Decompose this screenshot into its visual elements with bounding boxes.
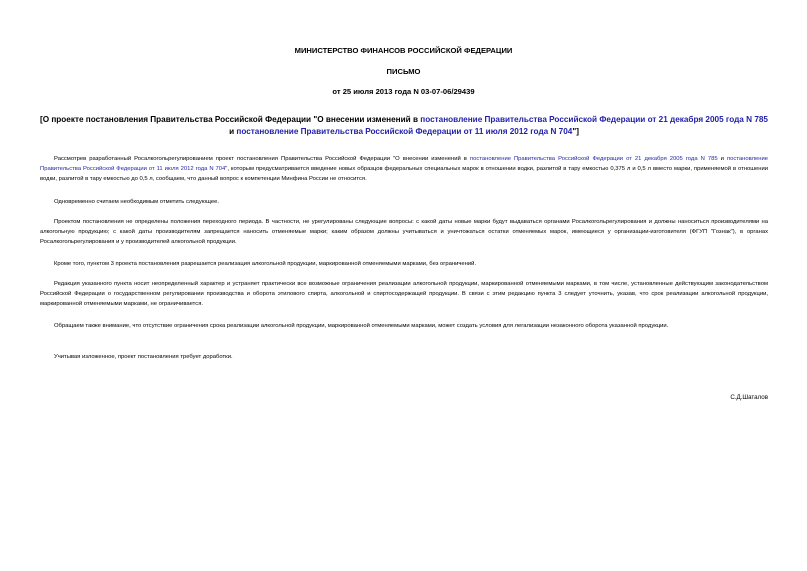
body-paragraph: Проектом постановления не определены положения переходного периода. В частности, не урегулированы следующие вопросы: с какой даты новые марки будут выдаваться органами Росалкогольрегулирования и должны наноситься производителями на алкогольную продукцию; с какой даты производителям запрещается наносить отменяемые марки; каким образом должны учитываться и уничтожаться остатки отменяемых марок, имеющиеся у организации-изготовителя (ФГУП "Гознак"), в органах Росалкогольрегулирования и у производителей алкогольной продукции. xyxy=(40,219,768,246)
body-paragraph: Обращаем также внимание, что отсутствие ограничения срока реализации алкогольной продукции, маркированной отменяемыми марками, может создать условия для легализации незаконного оборота указанной продукции. xyxy=(54,323,669,329)
paragraph-text: ", которым предусматривается введение новых образцов федеральных специальных марок в отношении водки, разлитой в тару емкостью 0,375 л и 0,5 л вместо марки, применяемой в отношении водки, разлитой в тару емкостью до 0,5 л, сообщаем, что данный вопрос к компетенции Минфина России не относится. xyxy=(40,166,768,183)
paragraph-link-decree-704[interactable]: постановление Правительства Российской Федерации от 11 июля 2012 года N 704 xyxy=(40,156,769,173)
body-paragraph: Редакция указанного пункта носит неопределенный характер и устраняет практически все возможные ограничения реализации алкогольной продукции, маркированной отменяемыми марками, в том числе, установленные действующим законодательством Российской Федерации о государственном регулировании производства и оборота этилового спирта, алкогольной и спиртосодержащей продукции. В связи с этим редакцию пункта 3 следует уточнить, указав, что срок реализации алкогольной продукции, маркированной отменяемыми марками, не ограничивается. xyxy=(40,281,768,308)
heading-text: "] xyxy=(572,127,579,136)
document-type: ПИСЬМО xyxy=(386,67,421,76)
document-heading xyxy=(38,114,770,138)
body-paragraph: Учитывая изложенное, проект постановления требует доработки. xyxy=(54,354,233,360)
paragraph-text: и xyxy=(717,156,727,162)
body-paragraph: Кроме того, пунктом 3 проекта постановления разрешается реализация алкогольной продукции, маркированной отменяемыми марками, без ограничений. xyxy=(54,261,477,267)
paragraph-text: Рассмотрев разработанный Росалкогольрегулированием проект постановления Правительства Российской Федерации "О внесении изменений в xyxy=(54,156,470,162)
heading-link-decree-785[interactable]: постановление Правительства Российской Федерации от 21 декабря 2005 года N 785 xyxy=(420,115,768,124)
signature: С.Д.Шаталов xyxy=(730,394,768,401)
body-paragraph: Одновременно считаем необходимым отметить следующее. xyxy=(54,199,220,205)
document-dateline: от 25 июля 2013 года N 03-07-06/29439 xyxy=(332,87,475,96)
paragraph-link-decree-785[interactable]: постановление Правительства Российской Федерации от 21 декабря 2005 года N 785 xyxy=(469,156,718,162)
heading-link-decree-704[interactable]: постановление Правительства Российской Федерации от 11 июля 2012 года N 704 xyxy=(236,127,573,136)
heading-text: [О проекте постановления Правительства Российской Федерации "О внесении изменений в xyxy=(39,115,421,124)
body-paragraph xyxy=(40,154,768,185)
ministry-title: МИНИСТЕРСТВО ФИНАНСОВ РОССИЙСКОЙ ФЕДЕРАЦИИ xyxy=(294,46,513,55)
heading-text: и xyxy=(229,127,237,136)
